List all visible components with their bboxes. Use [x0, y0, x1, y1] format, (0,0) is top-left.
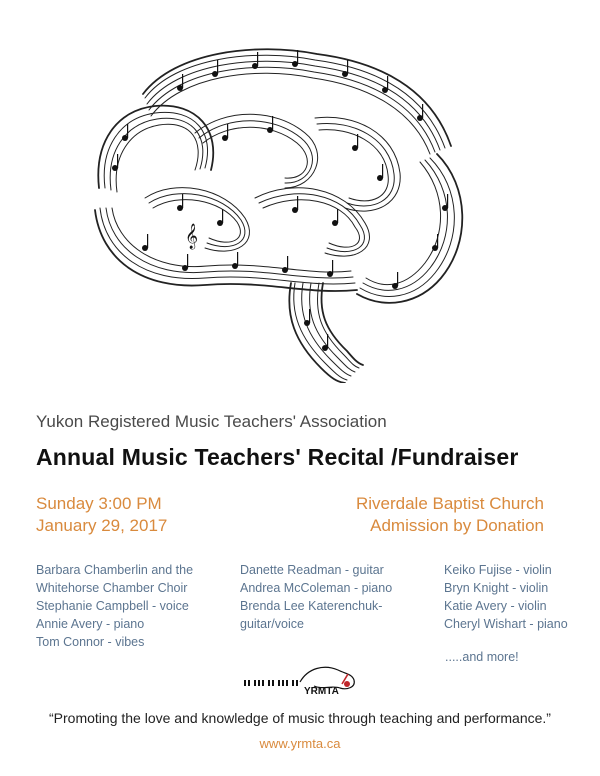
- svg-text:𝄞: 𝄞: [185, 224, 199, 249]
- performer-line: Brenda Lee Katerenchuk-: [240, 599, 383, 613]
- organization-name: Yukon Registered Music Teachers' Association: [36, 412, 387, 431]
- performer-line: Cheryl Wishart - piano: [444, 617, 568, 631]
- brain-sheet-music-illustration: [85, 38, 470, 383]
- website-link[interactable]: www.yrmta.ca: [259, 736, 341, 751]
- performer-line: Keiko Fujise - violin: [444, 563, 552, 577]
- performer-line: Katie Avery - violin: [444, 599, 547, 613]
- event-venue: Riverdale Baptist Church: [355, 494, 544, 513]
- performers-column-2: [240, 561, 440, 633]
- event-date: January 29, 2017: [36, 516, 168, 535]
- performer-line: Bryn Knight - violin: [444, 581, 549, 595]
- performer-line: Barbara Chamberlin and the: [36, 563, 194, 577]
- performer-line: Tom Connor - vibes: [36, 635, 145, 649]
- performer-line: Andrea McColeman - piano: [240, 581, 393, 595]
- yrmta-piano-violin-logo: [242, 660, 358, 698]
- event-admission: Admission by Donation: [370, 516, 544, 535]
- performer-line: Danette Readman - guitar: [240, 563, 384, 577]
- performers-column-3: [444, 561, 594, 633]
- performers-column-1: [36, 561, 236, 651]
- event-day-time: Sunday 3:00 PM: [36, 494, 162, 513]
- and-more-note: .....and more!: [445, 650, 519, 664]
- performer-line: Whitehorse Chamber Choir: [36, 581, 188, 595]
- performer-line: Annie Avery - piano: [36, 617, 145, 631]
- logo-text: YRMTA: [304, 686, 339, 697]
- event-title: Annual Music Teachers' Recital /Fundraiser: [36, 444, 519, 470]
- performer-line: guitar/voice: [240, 617, 304, 631]
- motto: “Promoting the love and knowledge of music through teaching and performance.”: [49, 710, 551, 726]
- performer-line: Stephanie Campbell - voice: [36, 599, 189, 613]
